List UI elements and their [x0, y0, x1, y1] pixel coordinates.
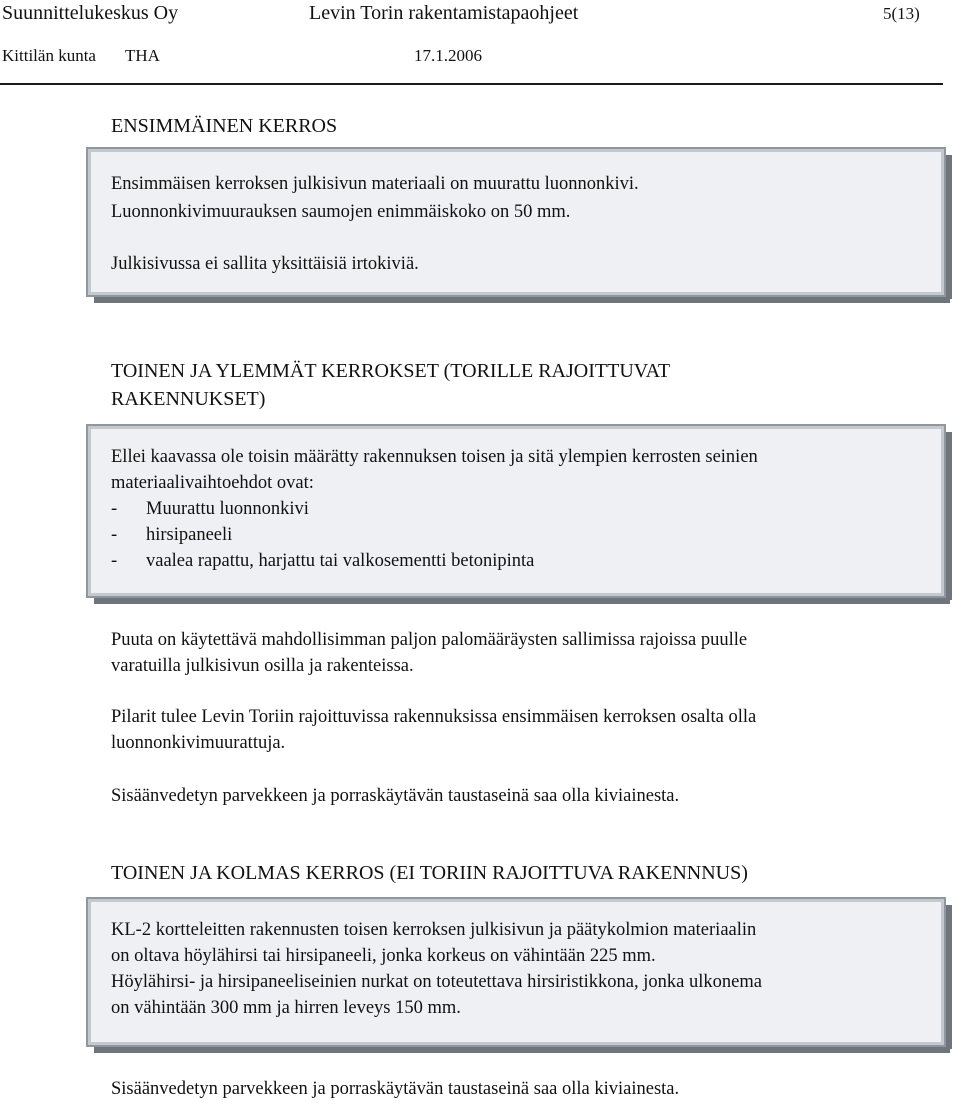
document-date: 17.1.2006 [414, 46, 482, 65]
box-line: on vähintään 300 mm ja hirren leveys 150 mm. [111, 998, 461, 1018]
company-name: Suunnittelukeskus Oy [2, 2, 179, 24]
client-unit: THA [125, 46, 160, 65]
box-shadow-bottom [94, 1047, 950, 1053]
list-dash: - [111, 551, 118, 571]
paragraph-line: Sisäänvedetyn parvekkeen ja porraskäytävän taustaseinä saa olla kiviainesta. [111, 786, 680, 806]
paragraph-line: Sisäänvedetyn parvekkeen ja porraskäytävän taustaseinä saa olla kiviainesta. [111, 1079, 680, 1099]
box-shadow-bottom [94, 598, 950, 604]
box-shadow-right [946, 155, 952, 299]
paragraph-line: luonnonkivimuurattuja. [111, 733, 286, 753]
section-heading-upper-floors: TOINEN JA YLEMMÄT KERROKSET (TORILLE RAJOITTUVAT [111, 360, 671, 382]
box-line: Ellei kaavassa ole toisin määrätty rakennuksen toisen ja sitä ylempien kerrosten seinien [111, 447, 758, 467]
list-item-text: vaalea rapattu, harjattu tai valkosementti betonipinta [146, 551, 535, 571]
document-title: Levin Torin rakentamistapaohjeet [309, 2, 579, 24]
list-item-text: Muurattu luonnonkivi [146, 499, 309, 519]
list-dash: - [111, 525, 118, 545]
section-heading-second-third-floor: TOINEN JA KOLMAS KERROS (EI TORIIN RAJOITTUVA RAKENNNUS) [111, 862, 748, 884]
list-item [111, 548, 534, 574]
section-heading-upper-floors-cont: RAKENNUKSET) [111, 388, 266, 410]
box-line: KL-2 kortteleitten rakennusten toisen kerroksen julkisivun ja päätykolmion materiaalin [111, 920, 757, 940]
paragraph-line: Puuta on käytettävä mahdollisimman paljon palomääräysten sallimissa rajoissa puulle [111, 630, 748, 650]
box-line: Ensimmäisen kerroksen julkisivun materiaali on muurattu luonnonkivi. [111, 174, 639, 194]
client-name: Kittilän kunta [2, 46, 96, 65]
page-number: 5(13) [883, 4, 920, 23]
section-heading-first-floor: ENSIMMÄINEN KERROS [111, 115, 338, 137]
box-shadow-right [946, 905, 952, 1049]
paragraph-line: Pilarit tulee Levin Toriin rajoittuvissa rakennuksissa ensimmäisen kerroksen osalta olla [111, 707, 757, 727]
list-dash: - [111, 499, 118, 519]
box-line: materiaalivaihtoehdot ovat: [111, 473, 314, 493]
list-item [111, 522, 232, 548]
list-item [111, 496, 309, 522]
paragraph-line: varatuilla julkisivun osilla ja rakenteissa. [111, 656, 414, 676]
list-item-text: hirsipaneeli [146, 525, 233, 545]
box-line: Julkisivussa ei sallita yksittäisiä irtokiviä. [111, 254, 419, 274]
box-line: on oltava höylähirsi tai hirsipaneeli, jonka korkeus on vähintään 225 mm. [111, 946, 656, 966]
box-line: Höylähirsi- ja hirsipaneeliseinien nurkat on toteutettava hirsiristikkona, jonka ulkonema [111, 972, 762, 992]
header-divider [0, 83, 943, 85]
box-line: Luonnonkivimuurauksen saumojen enimmäiskoko on 50 mm. [111, 202, 571, 222]
box-shadow-right [946, 432, 952, 600]
box-shadow-bottom [94, 297, 950, 303]
